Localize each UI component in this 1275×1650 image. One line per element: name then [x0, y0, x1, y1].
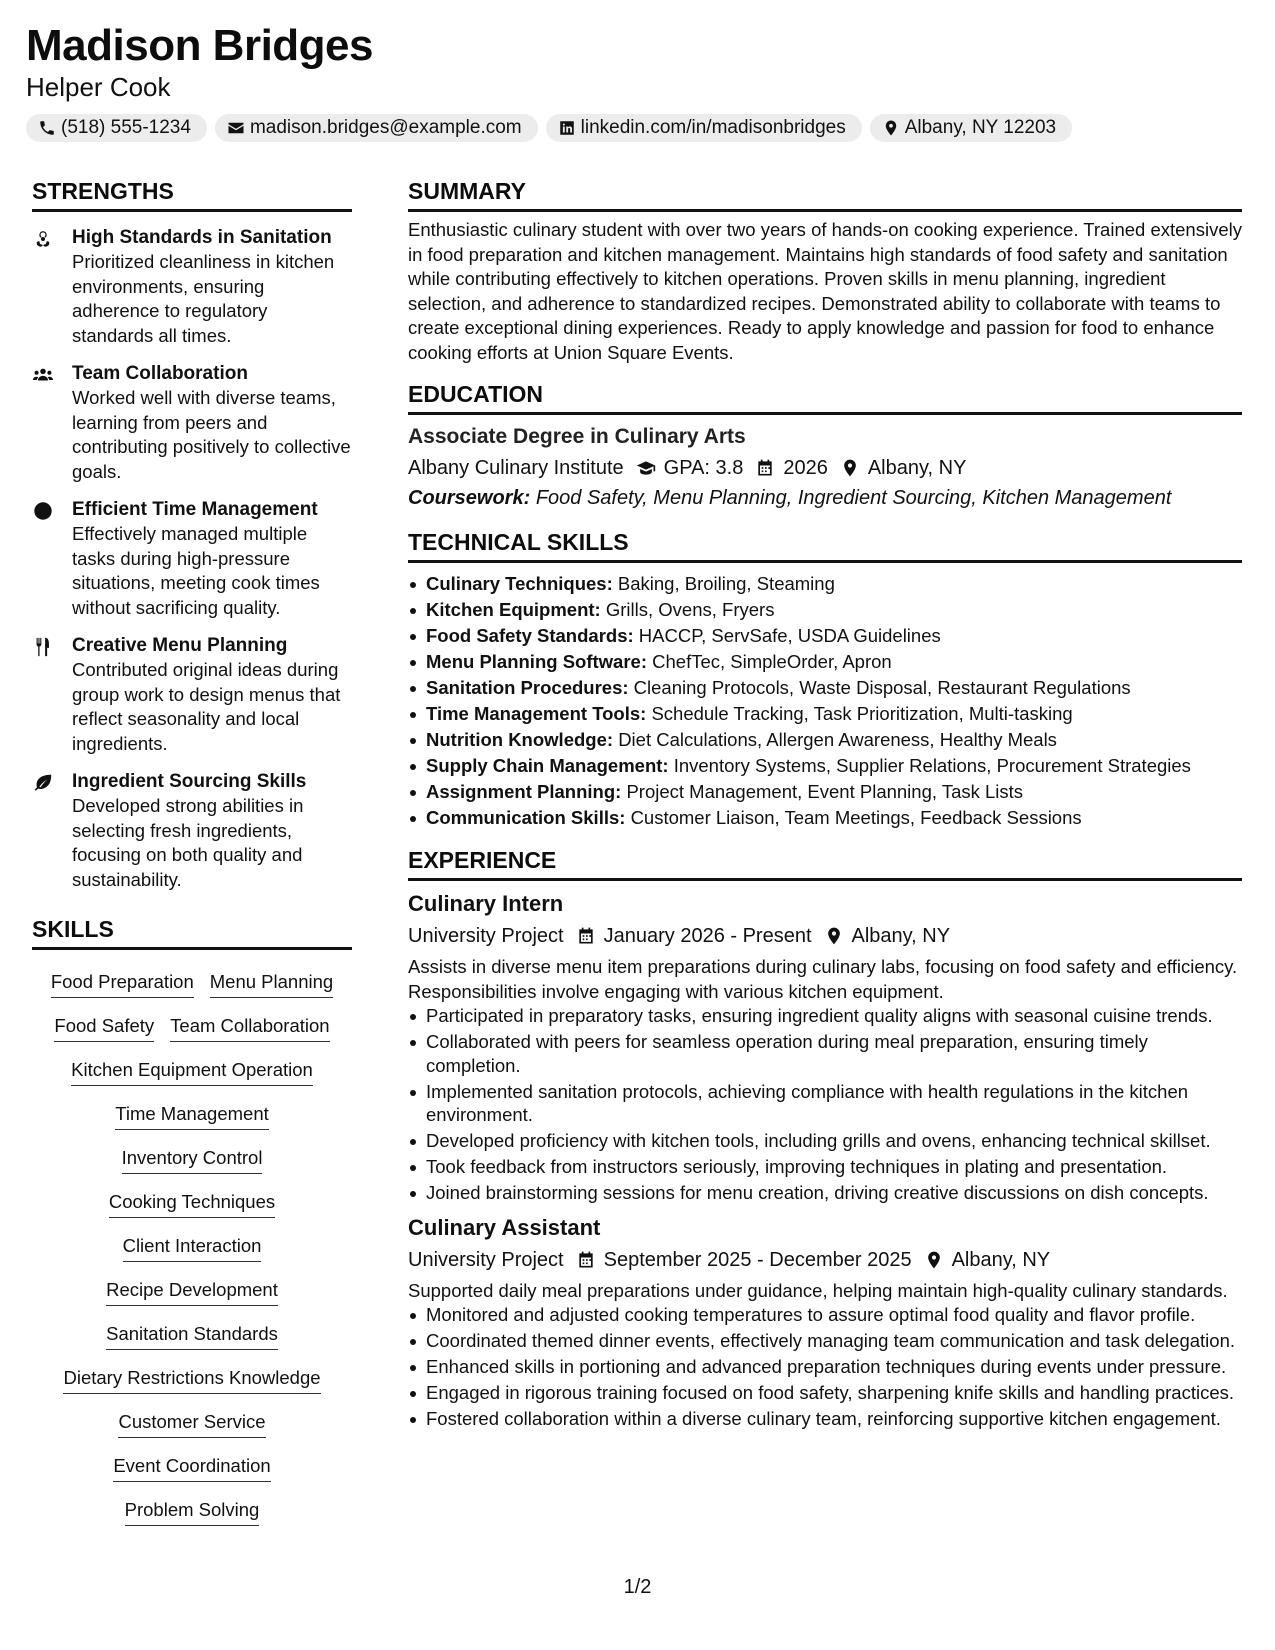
strengths-heading: STRENGTHS: [32, 176, 352, 212]
strength-title: High Standards in Sanitation: [72, 227, 332, 248]
job-title: Culinary Intern: [408, 891, 564, 916]
strength-title: Efficient Time Management: [72, 499, 318, 520]
list-item: Developed proficiency with kitchen tools, including grills and ovens, enhancing technical skillset.: [408, 1129, 1242, 1153]
degree-title: Associate Degree in Culinary Arts: [408, 425, 746, 448]
strength-title: Creative Menu Planning: [72, 635, 288, 656]
tech-label: Communication Skills:: [426, 807, 626, 828]
list-item: Joined brainstorming sessions for menu creation, driving creative discussions on dish concepts.: [408, 1181, 1242, 1205]
strength-title: Ingredient Sourcing Skills: [72, 771, 307, 792]
users-icon: [32, 364, 54, 386]
job-bullets: [408, 1303, 1242, 1431]
page-number: 1/2: [623, 1576, 652, 1598]
job-meta: [408, 921, 1242, 951]
biohazard-icon: [32, 228, 54, 250]
list-item: Enhanced skills in portioning and advanced preparation techniques during events under pressure.: [408, 1355, 1242, 1379]
list-item: [408, 805, 1242, 831]
tech-value: Project Management, Event Planning, Task Lists: [626, 781, 1024, 802]
skill-chip: Recipe Development: [106, 1274, 278, 1306]
education-location: Albany, NY: [867, 457, 967, 479]
job-location: Albany, NY: [951, 1248, 1051, 1271]
calendar-icon: [755, 458, 775, 478]
skill-chip: Client Interaction: [123, 1230, 262, 1262]
skill-chip: Time Management: [115, 1098, 269, 1130]
strength-item: [32, 362, 352, 484]
job-summary: Assists in diverse menu item preparations during culinary labs, focusing on food safety and efficiency. Responsibilities involve engaging with various kitchen equipment.: [408, 956, 1238, 1002]
skill-chip: Food Preparation: [51, 966, 194, 998]
list-item: Implemented sanitation protocols, achieving compliance with health regulations in the kitchen environment.: [408, 1080, 1242, 1127]
tech-value: Grills, Ovens, Fryers: [605, 599, 775, 620]
skill-chip: Customer Service: [118, 1406, 265, 1438]
list-item: Coordinated themed dinner events, effectively managing team communication and task delegation.: [408, 1329, 1242, 1353]
strength-desc: Worked well with diverse teams, learning from peers and contributing positively to collective goals.: [72, 387, 351, 482]
tech-label: Menu Planning Software:: [426, 651, 647, 672]
skill-chip: Dietary Restrictions Knowledge: [63, 1362, 320, 1394]
job-dates: September 2025 - December 2025: [603, 1248, 912, 1271]
tech-label: Supply Chain Management:: [426, 755, 669, 776]
leaf-icon: [32, 772, 54, 794]
tech-label: Food Safety Standards:: [426, 625, 634, 646]
job-bullets: [408, 1004, 1242, 1205]
job-location: Albany, NY: [851, 925, 951, 947]
tech-label: Kitchen Equipment:: [426, 599, 601, 620]
resume-header: [26, 20, 373, 102]
list-item: [408, 597, 1242, 623]
utensils-icon: [32, 636, 54, 658]
experience-heading: EXPERIENCE: [408, 845, 1242, 881]
strength-item: [32, 498, 352, 620]
phone-pill: [26, 114, 207, 142]
graduation-year: 2026: [783, 457, 828, 479]
list-item: [408, 701, 1242, 727]
school-name: Albany Culinary Institute: [408, 457, 624, 479]
contact-bar: [26, 114, 1072, 142]
location-text: Albany, NY 12203: [904, 117, 1057, 138]
tech-value: Cleaning Protocols, Waste Disposal, Restaurant Regulations: [633, 677, 1131, 698]
list-item: Engaged in rigorous training focused on food safety, sharpening knife skills and handling practices.: [408, 1381, 1242, 1405]
list-item: [408, 571, 1242, 597]
skills-heading: SKILLS: [32, 914, 352, 950]
job-entry: [408, 1213, 1242, 1431]
skill-chip: Menu Planning: [210, 966, 333, 998]
job-dates: January 2026 - Present: [603, 925, 812, 947]
skill-chip: Inventory Control: [122, 1142, 263, 1174]
skill-chip: Problem Solving: [125, 1494, 260, 1526]
education-meta: [408, 453, 1242, 483]
tech-value: Baking, Broiling, Steaming: [617, 573, 835, 594]
summary-text: Enthusiastic culinary student with over two years of hands-on cooking experience. Trained extensively in food preparation and kitchen management. Maintains high standards of food safety and sanitation while contributing effectively to kitchen operations. Proven skills in menu planning, ingredient selection, and adherence to standardized recipes. Demonstrated ability to collaborate with teams to create exceptional dining experiences. Ready to apply knowledge and passion for food to enhance cooking efforts at Union Square Events.: [408, 219, 1242, 363]
envelope-icon: [227, 119, 245, 137]
phone-text: (518) 555-1234: [61, 117, 191, 138]
list-item: [408, 779, 1242, 805]
coursework-text: Food Safety, Menu Planning, Ingredient Sourcing, Kitchen Management: [535, 487, 1172, 509]
skill-chip: Food Safety: [54, 1010, 154, 1042]
left-column: [32, 176, 352, 1532]
list-item: Monitored and adjusted cooking temperatures to assure optimal food quality and flavor profile.: [408, 1303, 1242, 1327]
tech-value: ChefTec, SimpleOrder, Apron: [652, 651, 892, 672]
coursework: [408, 483, 1242, 513]
job-entry: [408, 889, 1242, 1205]
technical-skills-heading: TECHNICAL SKILLS: [408, 527, 1242, 563]
calendar-icon: [576, 1250, 596, 1270]
strength-desc: Effectively managed multiple tasks during high-pressure situations, meeting cook times without sacrificing quality.: [72, 523, 320, 618]
linkedin-text[interactable]: linkedin.com/in/madisonbridges: [580, 117, 846, 138]
phone-icon: [38, 119, 56, 137]
job-title: Culinary Assistant: [408, 1214, 601, 1240]
strength-desc: Prioritized cleanliness in kitchen environments, ensuring adherence to regulatory standards all times.: [72, 251, 335, 346]
tech-value: Inventory Systems, Supplier Relations, Procurement Strategies: [673, 755, 1191, 776]
tech-value: HACCP, ServSafe, USDA Guidelines: [638, 625, 941, 646]
strength-item: [32, 226, 352, 348]
tech-value: Diet Calculations, Allergen Awareness, Healthy Meals: [618, 729, 1057, 750]
strength-desc: Contributed original ideas during group work to design menus that reflect seasonality and local ingredients.: [72, 659, 341, 754]
skills-list: [32, 960, 352, 1532]
job-meta: [408, 1245, 1242, 1275]
tech-value: Customer Liaison, Team Meetings, Feedback Sessions: [630, 807, 1082, 828]
map-pin-icon: [882, 119, 900, 137]
strength-item: [32, 770, 352, 892]
tech-label: Time Management Tools:: [426, 703, 647, 724]
tech-label: Nutrition Knowledge:: [426, 729, 614, 750]
location-pill: [870, 114, 1072, 142]
skill-chip: Event Coordination: [113, 1450, 270, 1482]
education-heading: EDUCATION: [408, 379, 1242, 415]
list-item: Participated in preparatory tasks, ensuring ingredient quality aligns with seasonal cuisine trends.: [408, 1004, 1242, 1028]
calendar-icon: [576, 926, 596, 946]
list-item: [408, 623, 1242, 649]
strength-item: [32, 634, 352, 756]
skill-chip: Kitchen Equipment Operation: [71, 1054, 313, 1086]
strength-title: Team Collaboration: [72, 363, 248, 384]
job-org: University Project: [408, 1248, 564, 1271]
skill-chip: Team Collaboration: [170, 1010, 329, 1042]
list-item: [408, 675, 1242, 701]
linkedin-pill[interactable]: [546, 114, 862, 142]
email-pill[interactable]: [215, 114, 538, 142]
job-summary: Supported daily meal preparations under guidance, helping maintain high-quality culinary standards.: [408, 1279, 1228, 1301]
candidate-title: Helper Cook: [26, 72, 171, 102]
list-item: [408, 727, 1242, 753]
job-org: University Project: [408, 925, 564, 947]
technical-skills-list: [408, 571, 1242, 831]
list-item: Collaborated with peers for seamless operation during meal preparation, ensuring timely completion.: [408, 1030, 1242, 1077]
tech-value: Schedule Tracking, Task Prioritization, Multi-tasking: [651, 703, 1073, 724]
summary-heading: SUMMARY: [408, 176, 1242, 212]
skill-chip: Sanitation Standards: [106, 1318, 278, 1350]
candidate-name: Madison Bridges: [26, 21, 373, 70]
list-item: Fostered collaboration within a diverse culinary team, reinforcing supportive kitchen engagement.: [408, 1407, 1242, 1431]
gpa-text: GPA: 3.8: [663, 457, 744, 479]
strength-desc: Developed strong abilities in selecting fresh ingredients, focusing on both quality and sustainability.: [72, 795, 304, 890]
email-text[interactable]: madison.bridges@example.com: [249, 117, 522, 138]
coursework-label: Coursework:: [408, 487, 531, 509]
map-pin-icon: [824, 926, 844, 946]
list-item: Took feedback from instructors seriously, improving techniques in plating and presentation.: [408, 1155, 1242, 1179]
tech-label: Culinary Techniques:: [426, 573, 613, 594]
map-pin-icon: [840, 458, 860, 478]
tech-label: Sanitation Procedures:: [426, 677, 629, 698]
right-column: [408, 176, 1242, 1433]
list-item: [408, 753, 1242, 779]
list-item: [408, 649, 1242, 675]
linkedin-icon: [558, 119, 576, 137]
graduation-cap-icon: [636, 458, 656, 478]
skill-chip: Cooking Techniques: [109, 1186, 275, 1218]
clock-icon: [32, 500, 54, 522]
tech-label: Assignment Planning:: [426, 781, 622, 802]
map-pin-icon: [924, 1250, 944, 1270]
